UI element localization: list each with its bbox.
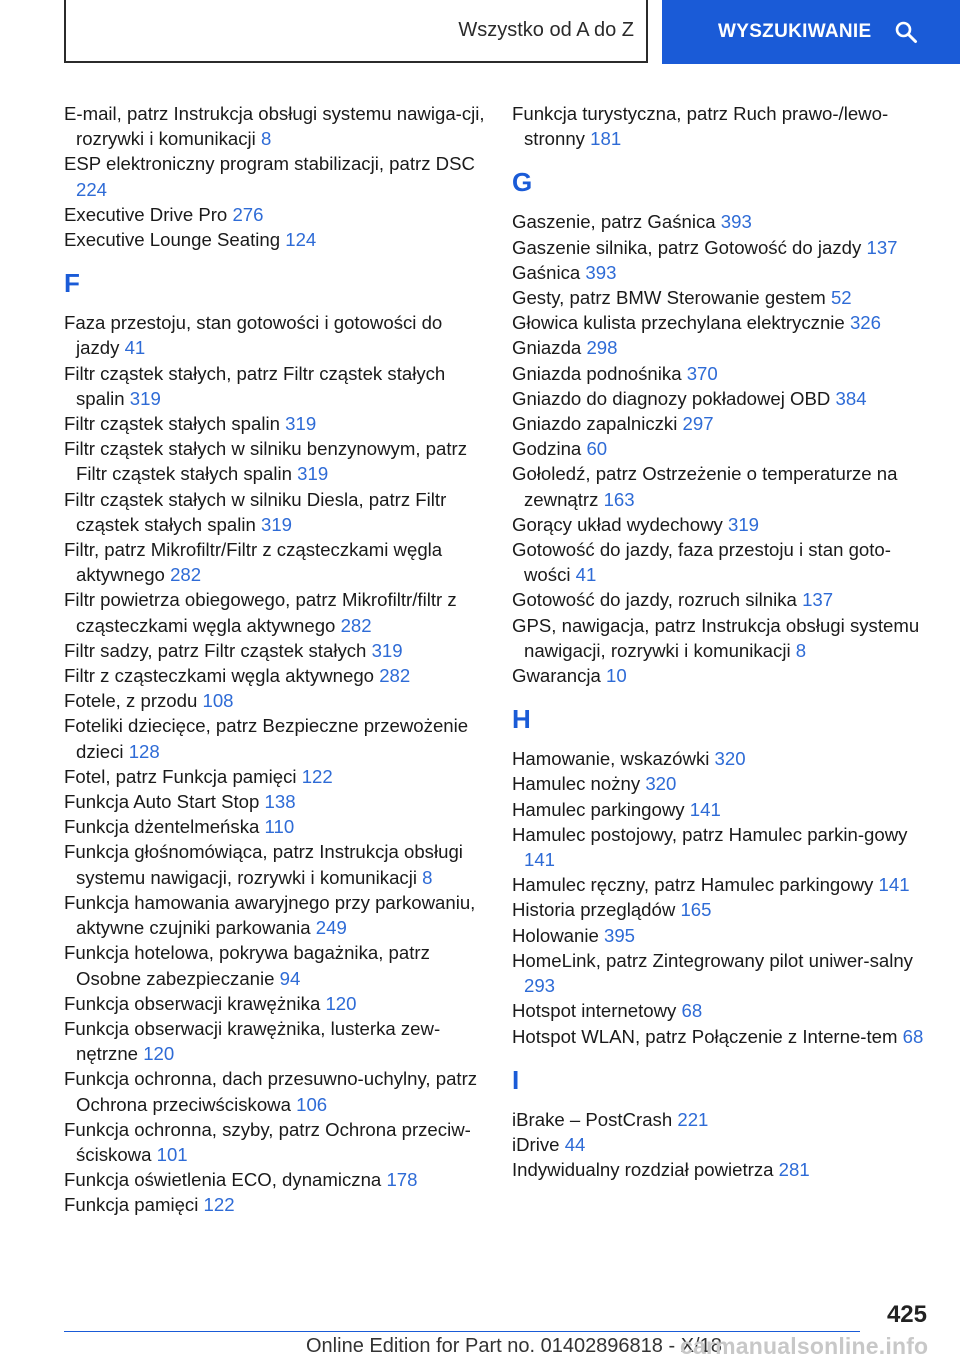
page-reference-link[interactable]: 319	[129, 387, 161, 409]
index-entry-text: Faza przestoju, stan gotowości i gotowości do jazdy	[64, 312, 443, 359]
index-entry	[512, 285, 932, 310]
index-entry	[512, 101, 932, 151]
index-entry-text: Funkcja ochronna, szyby, patrz Ochrona przeciw-ściskowa	[64, 1118, 471, 1165]
page-reference-link[interactable]: 137	[866, 236, 898, 258]
page-reference-link[interactable]: 8	[260, 128, 272, 150]
index-column-right	[512, 101, 932, 1182]
page-reference-link[interactable]: 384	[835, 387, 867, 409]
page-reference-link[interactable]: 10	[606, 665, 627, 687]
tab-a-to-z[interactable]	[64, 0, 648, 63]
top-navigation	[0, 0, 960, 66]
index-entry-text: Gniazdo zapalniczki	[512, 413, 678, 435]
index-entry	[512, 613, 932, 663]
index-entry-text: iBrake – PostCrash	[512, 1108, 673, 1130]
index-entry	[64, 361, 488, 411]
page-reference-link[interactable]: 395	[604, 924, 636, 946]
index-entry	[64, 310, 488, 360]
page-reference-link[interactable]: 393	[720, 211, 752, 233]
index-letter-heading: F	[64, 268, 80, 299]
index-column-left	[64, 101, 488, 1218]
index-entry-text: Filtr z cząsteczkami węgla aktywnego	[64, 665, 375, 687]
index-entry	[64, 411, 488, 436]
page-number: 425	[886, 1301, 927, 1328]
index-entry	[64, 537, 488, 587]
page-reference-link[interactable]: 122	[203, 1194, 235, 1216]
page-reference-link[interactable]: 282	[340, 614, 372, 636]
index-entry-text: Gorący układ wydechowy	[512, 513, 723, 535]
index-entry	[512, 537, 932, 587]
index-entry-text: Funkcja hamowania awaryjnego przy parkowaniu, aktywne czujniki parkowania	[64, 891, 476, 939]
page-reference-link[interactable]: 281	[778, 1159, 810, 1181]
index-entry	[512, 209, 932, 234]
page-reference-link[interactable]: 221	[677, 1108, 709, 1130]
index-entry-text: Funkcja ochronna, dach przesuwno-uchylny, patrz Ochrona przeciwściskowa	[64, 1068, 478, 1115]
page-reference-link[interactable]: 138	[264, 791, 296, 813]
index-entry-text: ESP elektroniczny program stabilizacji, patrz DSC	[64, 153, 475, 175]
index-entry-text: GPS, nawigacja, patrz Instrukcja obsługi systemu nawigacji, rozrywki i komunikacji	[512, 614, 920, 661]
page-reference-link[interactable]: 319	[728, 513, 760, 535]
page-reference-link[interactable]: 120	[143, 1043, 175, 1065]
index-entry	[512, 1107, 932, 1132]
index-entry	[512, 512, 932, 537]
index-entry	[512, 386, 932, 411]
index-entry-text: Indywidualny rozdział powietrza	[512, 1159, 774, 1181]
tab-search[interactable]	[662, 0, 960, 64]
index-entry	[64, 663, 488, 688]
index-entry	[512, 948, 932, 998]
page-reference-link[interactable]: 128	[128, 740, 160, 762]
search-icon	[894, 20, 918, 44]
index-entry-text: iDrive	[512, 1133, 560, 1155]
index-entry-text: Funkcja pamięci	[64, 1194, 199, 1216]
index-entry	[64, 151, 488, 201]
index-entry	[512, 998, 932, 1023]
index-entry-text: Funkcja Auto Start Stop	[64, 791, 260, 813]
index-entry	[64, 890, 488, 940]
index-entry-text: Filtr cząstek stałych, patrz Filtr cząstek stałych spalin	[64, 362, 446, 409]
index-entry-text: Filtr cząstek stałych w silniku Diesla, patrz Filtr cząstek stałych spalin	[64, 488, 447, 535]
index-entry-text: Godzina	[512, 438, 582, 460]
index-entry-text: Gotowość do jazdy, faza przestoju i stan goto-wości	[512, 539, 891, 586]
tab-search-label: WYSZUKIWANIE	[718, 21, 872, 42]
index-entry-text: Hamulec parkingowy	[512, 798, 685, 820]
page-reference-link[interactable]: 393	[585, 261, 617, 283]
index-entry	[64, 1016, 488, 1066]
page-reference-link[interactable]: 320	[714, 748, 746, 770]
index-entry	[512, 822, 932, 872]
page-reference-link[interactable]: 249	[315, 917, 347, 939]
page-reference-link[interactable]: 326	[849, 312, 881, 334]
index-entry-text: Gotowość do jazdy, rozruch silnika	[512, 589, 797, 611]
page-reference-link[interactable]: 110	[264, 816, 295, 838]
index-entry	[64, 688, 488, 713]
page-reference-link[interactable]: 276	[232, 203, 264, 225]
index-entry	[512, 310, 932, 335]
index-entry	[64, 638, 488, 663]
index-entry	[64, 202, 488, 227]
index-entry-text: Hotspot internetowy	[512, 1000, 677, 1022]
page-reference-link[interactable]: 298	[586, 337, 618, 359]
index-entry-text: Funkcja turystyczna, patrz Ruch prawo-/lewo-stronny	[512, 103, 889, 150]
index-entry	[512, 361, 932, 386]
index-entry	[64, 587, 488, 637]
page-reference-link[interactable]: 41	[124, 337, 146, 359]
index-entry-text: Filtr, patrz Mikrofiltr/Filtr z cząsteczkami węgla aktywnego	[64, 539, 443, 586]
index-entry	[512, 663, 932, 688]
page-reference-link[interactable]: 181	[590, 128, 622, 150]
index-letter-heading: G	[512, 167, 533, 198]
index-entry	[512, 771, 932, 796]
index-entry	[64, 839, 488, 889]
index-entry-text: Fotele, z przodu	[64, 690, 198, 712]
index-entry-text: Gesty, patrz BMW Sterowanie gestem	[512, 287, 826, 309]
index-entry-text: Funkcja hotelowa, pokrywa bagażnika, patrz Osobne zabezpieczanie	[64, 942, 430, 989]
index-entry	[512, 235, 932, 260]
page-reference-link[interactable]: 320	[645, 773, 677, 795]
index-entry-text: Hotspot WLAN, patrz Połączenie z Interne-tem	[512, 1025, 898, 1047]
page-reference-link[interactable]: 120	[325, 992, 357, 1014]
index-entry	[64, 1192, 488, 1217]
index-entry	[512, 797, 932, 822]
index-entry-text: Gaśnica	[512, 261, 581, 283]
footer-edition: Online Edition for Part no. 01402896818 - X/18	[306, 1335, 722, 1357]
page-reference-link[interactable]: 282	[170, 564, 202, 586]
page-reference-link[interactable]: 8	[422, 866, 433, 888]
index-entry	[512, 260, 932, 285]
page-reference-link[interactable]: 141	[689, 798, 721, 820]
index-entry-text: Holowanie	[512, 924, 599, 946]
index-entry	[512, 1157, 932, 1182]
page-reference-link[interactable]: 224	[76, 178, 108, 200]
index-entry	[64, 814, 488, 839]
index-entry	[512, 1132, 932, 1157]
index-entry-text: Hamulec nożny	[512, 773, 641, 795]
index-entry-text: Funkcja oświetlenia ECO, dynamiczna	[64, 1169, 382, 1191]
index-entry	[64, 436, 488, 486]
page-reference-link[interactable]: 94	[279, 967, 301, 989]
page-reference-link[interactable]: 60	[586, 438, 608, 460]
index-entry	[512, 335, 932, 360]
page-reference-link[interactable]: 178	[386, 1169, 418, 1191]
index-entry-text: Filtr sadzy, patrz Filtr cząstek stałych	[64, 639, 367, 661]
index-entry-text: Executive Lounge Seating	[64, 229, 281, 251]
index-entry	[64, 101, 488, 151]
page-reference-link[interactable]: 370	[686, 362, 718, 384]
index-entry	[512, 897, 932, 922]
index-entry	[512, 923, 932, 948]
page-reference-link[interactable]: 52	[830, 287, 852, 309]
page-reference-link[interactable]: 137	[802, 589, 834, 611]
index-entry-text: Filtr cząstek stałych w silniku benzynowym, patrz Filtr cząstek stałych spalin	[64, 438, 467, 485]
index-entry	[64, 789, 488, 814]
index-entry-text: Gwarancja	[512, 665, 601, 687]
index-entry	[64, 1066, 488, 1116]
index-entry	[64, 1167, 488, 1192]
tab-a-to-z-label: Wszystko od A do Z	[458, 19, 634, 41]
index-entry-text: Funkcja dżentelmeńska	[64, 816, 260, 838]
index-entry	[512, 872, 932, 897]
index-entry-text: Funkcja obserwacji krawężnika, lusterka zew-nętrzne	[64, 1017, 441, 1065]
index-entry	[512, 411, 932, 436]
index-entry-text: Executive Drive Pro	[64, 203, 228, 225]
index-entry	[512, 587, 932, 612]
index-entry	[64, 991, 488, 1016]
index-entry-text: Historia przeglądów	[512, 899, 676, 921]
index-letter-heading: I	[512, 1064, 520, 1095]
page-reference-link[interactable]: 165	[680, 899, 712, 921]
index-entry	[64, 713, 488, 763]
index-entry	[64, 940, 488, 990]
page-reference-link[interactable]: 282	[379, 665, 411, 687]
index-entry-text: Gniazda	[512, 337, 582, 359]
index-entry-text: Hamulec ręczny, patrz Hamulec parkingowy	[512, 874, 874, 896]
index-entry-text: Hamulec postojowy, patrz Hamulec parkin-gowy	[512, 823, 908, 845]
page-reference-link[interactable]: 44	[564, 1133, 586, 1155]
index-entry-text: Fotel, patrz Funkcja pamięci	[64, 765, 297, 787]
index-entry	[512, 1024, 932, 1049]
page-reference-link[interactable]: 8	[795, 639, 807, 661]
page-reference-link[interactable]: 106	[296, 1093, 328, 1115]
index-entry-text: Funkcja obserwacji krawężnika	[64, 992, 321, 1014]
page-reference-link[interactable]: 124	[285, 229, 317, 251]
index-entry	[512, 746, 932, 771]
index-entry-text: Foteliki dziecięce, patrz Bezpieczne przewożenie dzieci	[64, 715, 469, 762]
page-reference-link[interactable]: 41	[575, 564, 597, 586]
page-reference-link[interactable]: 319	[285, 413, 317, 435]
index-entry	[512, 436, 932, 461]
watermark-text: carmanualsonline.info	[680, 1333, 929, 1359]
index-entry-text: Filtr powietrza obiegowego, patrz Mikrofiltr/filtr z cząsteczkami węgla aktywnego	[64, 589, 457, 636]
page-reference-link[interactable]: 163	[603, 488, 635, 510]
index-entry-text: Głowica kulista przechylana elektrycznie	[512, 312, 845, 334]
footer	[0, 1332, 960, 1362]
index-entry	[64, 1117, 488, 1167]
page-reference-link[interactable]: 319	[297, 463, 329, 485]
page-reference-link[interactable]: 293	[524, 975, 556, 997]
page-reference-link[interactable]: 319	[371, 639, 403, 661]
index-entry-text: Gołoledź, patrz Ostrzeżenie o temperaturze na zewnątrz	[512, 463, 898, 510]
index-entry-text: Filtr cząstek stałych spalin	[64, 413, 280, 435]
index-entry-text: E-mail, patrz Instrukcja obsługi systemu nawiga-cji, rozrywki i komunikacji	[64, 103, 485, 150]
index-entry-text: Gaszenie silnika, patrz Gotowość do jazdy	[512, 236, 862, 258]
page-reference-link[interactable]: 68	[902, 1025, 924, 1047]
index-entry-text: Hamowanie, wskazówki	[512, 748, 710, 770]
index-entry-text: Gniazdo do diagnozy pokładowej OBD	[512, 387, 831, 409]
index-entry-text: HomeLink, patrz Zintegrowany pilot uniwer-salny	[512, 949, 913, 971]
index-entry	[64, 764, 488, 789]
index-entry-text: Funkcja głośnomówiąca, patrz Instrukcja obsługi systemu nawigacji, rozrywki i komunikacji	[64, 841, 463, 888]
page-reference-link[interactable]: 108	[202, 690, 234, 712]
index-entry	[512, 461, 932, 511]
page-reference-link[interactable]: 122	[301, 765, 333, 787]
page-reference-link[interactable]: 319	[261, 513, 293, 535]
index-entry	[64, 227, 488, 252]
page-reference-link[interactable]: 141	[524, 849, 556, 871]
index-entry-text: Gaszenie, patrz Gaśnica	[512, 211, 716, 233]
index-entry	[64, 487, 488, 537]
index-letter-heading: H	[512, 704, 531, 735]
page-reference-link[interactable]: 141	[878, 874, 910, 896]
page-reference-link[interactable]: 68	[681, 1000, 703, 1022]
page-reference-link[interactable]: 101	[156, 1143, 188, 1165]
index-entry-text: Gniazda podnośnika	[512, 362, 682, 384]
page-reference-link[interactable]: 297	[682, 413, 714, 435]
